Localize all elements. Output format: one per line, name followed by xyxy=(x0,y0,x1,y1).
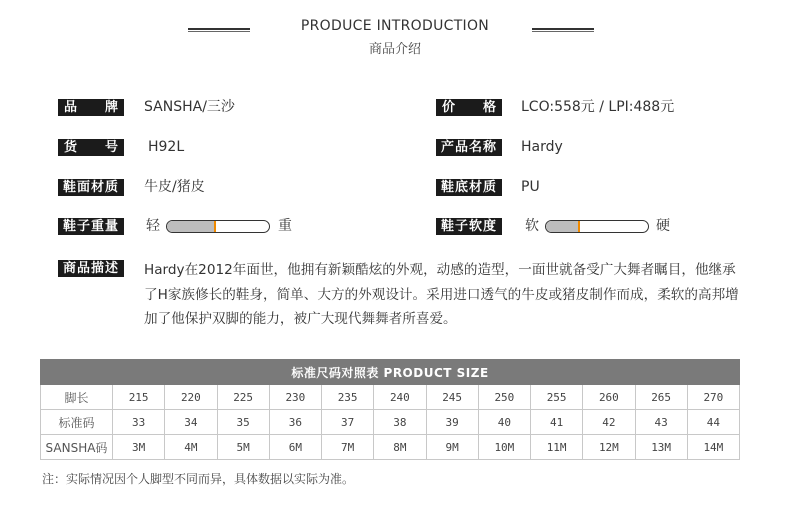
size-cell: 3M xyxy=(113,435,165,460)
size-cell: 255 xyxy=(531,385,583,410)
size-cell: 39 xyxy=(426,410,478,435)
weight-scale xyxy=(166,220,270,233)
sole-material-value: PU xyxy=(521,179,540,195)
softness-scale-marker xyxy=(578,221,580,232)
softness-label: 鞋子软度 xyxy=(436,218,502,235)
model-value: H92L xyxy=(148,139,185,155)
description-label: 商品描述 xyxy=(58,260,124,277)
model-label: 货 号 xyxy=(58,139,124,156)
weight-min-label: 轻 xyxy=(146,218,160,234)
header-right-line-thin xyxy=(532,31,594,32)
size-cell: 6M xyxy=(269,435,321,460)
size-cell: 13M xyxy=(635,435,687,460)
weight-scale-marker xyxy=(214,221,216,232)
size-row-header: 脚长 xyxy=(41,385,113,410)
size-note: 注：实际情况因个人脚型不同而异，具体数据以实际为准。 xyxy=(42,472,355,486)
size-cell: 215 xyxy=(113,385,165,410)
size-cell: 43 xyxy=(635,410,687,435)
softness-scale xyxy=(545,220,649,233)
sole-material-label: 鞋底材质 xyxy=(436,179,502,196)
size-row-header: 标准码 xyxy=(41,410,113,435)
price-value: LCO:558元 / LPI:488元 xyxy=(521,99,675,115)
size-cell: 35 xyxy=(217,410,269,435)
upper-material-value: 牛皮/猪皮 xyxy=(144,179,205,195)
size-cell: 41 xyxy=(531,410,583,435)
weight-label: 鞋子重量 xyxy=(58,218,124,235)
size-cell: 36 xyxy=(269,410,321,435)
size-cell: 260 xyxy=(583,385,635,410)
size-table xyxy=(40,359,740,460)
size-table-caption: 标准尺码对照表 PRODUCT SIZE xyxy=(41,360,740,385)
size-table-row xyxy=(41,435,740,460)
size-cell: 245 xyxy=(426,385,478,410)
size-cell: 230 xyxy=(269,385,321,410)
weight-scale-fill xyxy=(167,221,214,232)
size-table-row xyxy=(41,385,740,410)
weight-max-label: 重 xyxy=(278,218,292,234)
softness-min-label: 软 xyxy=(525,218,539,234)
product-name-value: Hardy xyxy=(521,139,563,155)
brand-label: 品 牌 xyxy=(58,99,124,116)
size-cell: 8M xyxy=(374,435,426,460)
size-cell: 265 xyxy=(635,385,687,410)
size-cell: 9M xyxy=(426,435,478,460)
brand-value: SANSHA/三沙 xyxy=(144,99,235,115)
header-right-line xyxy=(532,28,594,30)
size-cell: 33 xyxy=(113,410,165,435)
size-cell: 225 xyxy=(217,385,269,410)
size-cell: 5M xyxy=(217,435,269,460)
size-cell: 40 xyxy=(478,410,530,435)
size-cell: 7M xyxy=(322,435,374,460)
size-cell: 42 xyxy=(583,410,635,435)
size-cell: 240 xyxy=(374,385,426,410)
size-cell: 12M xyxy=(583,435,635,460)
size-cell: 11M xyxy=(531,435,583,460)
product-name-label: 产品名称 xyxy=(436,139,502,156)
size-cell: 44 xyxy=(687,410,739,435)
size-table-body xyxy=(41,385,740,460)
softness-max-label: 硬 xyxy=(656,218,670,234)
size-cell: 4M xyxy=(165,435,217,460)
softness-scale-fill xyxy=(546,221,578,232)
size-cell: 34 xyxy=(165,410,217,435)
price-label: 价 格 xyxy=(436,99,502,116)
size-cell: 220 xyxy=(165,385,217,410)
upper-material-label: 鞋面材质 xyxy=(58,179,124,196)
size-cell: 235 xyxy=(322,385,374,410)
size-cell: 14M xyxy=(687,435,739,460)
size-row-header: SANSHA码 xyxy=(41,435,113,460)
size-cell: 250 xyxy=(478,385,530,410)
size-table-row xyxy=(41,410,740,435)
page-subtitle: 商品介绍 xyxy=(368,42,421,57)
size-cell: 10M xyxy=(478,435,530,460)
description-text: Hardy在2012年面世，他拥有新颖酷炫的外观，动感的造型，一面世就备受广大舞者瞩目，他继承了H家族修长的鞋身，简单、大方的外观设计。采用进口透气的牛皮或猪皮制作而成，柔软的高邦增加了他保护双脚的能力，被广大现代舞舞者所喜爱。 xyxy=(144,262,739,327)
size-cell: 270 xyxy=(687,385,739,410)
size-cell: 38 xyxy=(374,410,426,435)
size-cell: 37 xyxy=(322,410,374,435)
page-title: PRODUCE INTRODUCTION xyxy=(300,18,490,34)
